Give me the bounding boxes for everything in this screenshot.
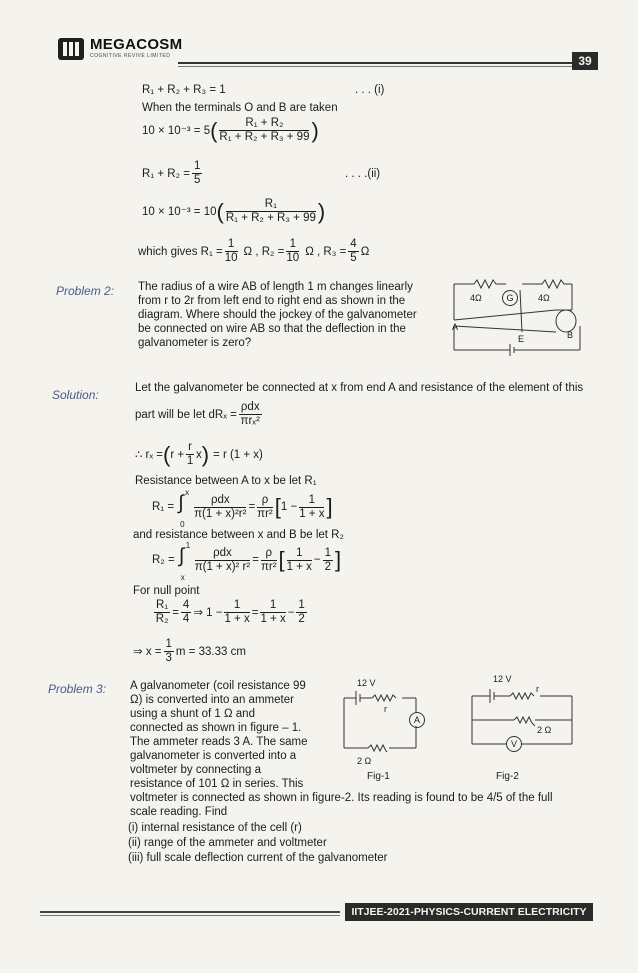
gives-r1-num: 1 — [225, 238, 238, 252]
line2-den: πrₓ² — [240, 415, 260, 427]
eq-2-num: R₁ + R₂ — [219, 117, 309, 131]
fig2-res: 2 Ω — [537, 725, 552, 735]
brand-name: MEGACOSM — [90, 36, 183, 53]
res-a-to-x: Resistance between A to x be let R₁ — [135, 475, 317, 487]
eq-3-lhs: R₁ + R₂ = — [142, 167, 190, 180]
np-num3: 1 — [224, 599, 249, 613]
problem-3-label: Problem 3: — [48, 682, 107, 696]
r2-br-den1: 1 + x — [286, 560, 312, 573]
p3-question-2: (ii) range of the ammeter and voltmeter — [128, 837, 327, 849]
np-frac4 — [260, 599, 285, 626]
r2-eq: R₂ = ∫ 1 x $\frac{\text{ρdx}}{\text{π(1 + x)² r²}}$ = $\frac{\rho}{\text{πr²}}$ [ $\frac{1}{1 + x}$ − $\frac{1}{2}$ ] — [152, 543, 341, 577]
np-num5: 1 — [298, 599, 305, 611]
ammeter-icon: A — [409, 712, 425, 728]
galvanometer-icon: G — [502, 290, 518, 306]
r1-den: π(1 + x)²r² — [194, 507, 247, 520]
res-x-to-b: and resistance between x and B be let R₂ — [133, 529, 344, 541]
p3-question-3: (iii) full scale deflection current of the galvanometer — [128, 852, 388, 864]
r2-num2: ρ — [261, 547, 277, 561]
voltmeter-icon: V — [506, 736, 522, 752]
gives-r3-num: 4 — [350, 238, 357, 250]
terminals-line: When the terminals O and B are taken — [142, 102, 338, 114]
gives-r2-num: 1 — [286, 238, 299, 252]
eq-2: 10 × 10⁻³ = 5 ( $\frac{\text{R₁ + R₂}}{\text{R₁ + R₂ + R₃ + 99}}$ ) — [142, 117, 319, 143]
r2-integral — [177, 541, 191, 582]
gives-r3-frac — [348, 238, 358, 265]
line2-num: ρdx — [240, 401, 260, 413]
footer-rule-thin — [40, 915, 340, 916]
line2-frac — [239, 401, 262, 428]
problem-2-line-5: galvanometer is zero? — [138, 337, 252, 349]
r2-br-minus: − — [313, 554, 321, 566]
r1-br-a: 1 − — [280, 501, 298, 513]
r2-lhs: R₂ = — [152, 554, 175, 566]
eq-3 — [142, 160, 204, 187]
page-number: 39 — [572, 52, 598, 70]
r1-frac2 — [257, 494, 273, 521]
r2-br-num2: 1 — [324, 546, 332, 559]
r1-num2: ρ — [257, 494, 273, 508]
np-eq: = — [172, 606, 179, 619]
r1-br-frac — [299, 494, 324, 521]
problem-2-label: Problem 2: — [56, 284, 115, 298]
r1-int-sign: ∫ — [178, 492, 184, 514]
eq-4-lhs: 10 × 10⁻³ = 10 — [142, 205, 217, 218]
np-den4: 1 + x — [260, 613, 286, 625]
r1-br-num: 1 — [299, 494, 324, 508]
np-eq2: = — [251, 606, 259, 619]
solution-line-2 — [135, 401, 264, 428]
p3-line-3: using a shunt of 1 Ω and — [130, 708, 255, 720]
fig2-volt: 12 V — [493, 674, 512, 684]
np-minus: − — [287, 606, 295, 619]
r1-den2: πr² — [257, 507, 273, 520]
voltmeter-circuit-diagram — [468, 684, 578, 754]
brand-tagline: COGNITIVE REVIVE LIMITED — [90, 53, 171, 59]
fig1-r: r — [384, 704, 387, 714]
fig1-res: 2 Ω — [357, 756, 372, 766]
r2-lim-top: 1 — [185, 541, 191, 550]
np-frac5 — [296, 599, 306, 626]
p3-line-9: voltmeter is connected as shown in figure-2. Its reading is found to be 4/5 of the full — [130, 792, 553, 804]
np-num: R₁ — [156, 599, 169, 611]
eq-4-den: R₁ + R₂ + R₃ + 99 — [225, 212, 316, 224]
problem-2-line-2: from r to 2r from left end to right end as shown in the — [138, 295, 406, 307]
fig-e: E — [518, 334, 525, 344]
np-den: R₂ — [155, 613, 169, 625]
np-num2: 4 — [182, 599, 190, 611]
eq-4-frac — [226, 198, 316, 225]
final-num: 1 — [165, 638, 172, 650]
problem-2-line-1: The radius of a wire AB of length 1 m changes linearly — [138, 281, 413, 293]
r2-den2: πr² — [260, 560, 277, 573]
np-frac2 — [181, 599, 191, 626]
rx-inner-a: r + — [170, 448, 185, 461]
brand-logo-icon — [58, 38, 84, 60]
np-den5: 2 — [298, 613, 305, 625]
fig-r-right: 4Ω — [538, 293, 550, 303]
eq-1: R₁ + R₂ + R₃ = 1 — [142, 84, 226, 96]
problem-2-line-4: be connected on wire AB so that the deflection in the — [138, 323, 406, 335]
eq-3-num: 1 — [193, 160, 201, 172]
solution-line-1: Let the galvanometer be connected at x from end A and resistance of the element of this — [135, 382, 584, 394]
fig-a: A — [452, 322, 459, 332]
problem-2-line-3: diagram. Where should the jockey of the galvanometer — [138, 309, 417, 321]
null-point-eq — [152, 599, 309, 626]
p3-line-4: connected as shown in figure – 1. — [130, 722, 302, 734]
r2-br-frac1 — [287, 547, 312, 574]
eq-2-lhs: 10 × 10⁻³ = 5 — [142, 124, 211, 137]
r2-br-frac2 — [323, 547, 333, 574]
header-rule — [178, 62, 578, 64]
null-point: For null point — [133, 585, 200, 597]
fig1-caption: Fig-1 — [367, 771, 390, 782]
gives-r1-den: 10 — [224, 252, 238, 264]
r2-frac — [195, 547, 251, 574]
gives-r2-prefix: Ω , R₂ = — [243, 245, 285, 258]
eq-3-tag: . . . .(ii) — [345, 168, 381, 180]
footer-rule — [40, 911, 340, 913]
gives-r2-den: 10 — [286, 252, 300, 264]
solution-label: Solution: — [52, 388, 99, 402]
eq-3-frac — [192, 160, 202, 187]
r2-int-sign: ∫ — [178, 545, 185, 567]
r1-br-den: 1 + x — [299, 507, 325, 520]
rx-inner-b: x — [195, 448, 202, 461]
p3-line-1: A galvanometer (coil resistance 99 — [130, 680, 306, 692]
r1-eq-sign: = — [248, 501, 256, 513]
eq-1-tag: . . . (i) — [355, 84, 385, 96]
eq-3-den: 5 — [193, 174, 201, 186]
r1-frac — [194, 494, 246, 521]
r1-num: ρdx — [194, 494, 246, 508]
gives-unit: Ω — [360, 245, 370, 258]
r1-lhs: R₁ = — [152, 501, 175, 513]
final-frac — [164, 638, 174, 665]
gives-r3-den: 5 — [350, 252, 357, 264]
r1-lim-top: x — [185, 488, 190, 497]
fig-b: B — [567, 330, 574, 340]
p3-line-7: voltmeter by connecting a — [130, 764, 262, 776]
fig1-volt: 12 V — [357, 678, 376, 688]
np-den2: 4 — [182, 613, 190, 625]
gives-r2-frac — [286, 238, 299, 265]
line2-prefix: part will be let dRₓ = — [135, 408, 237, 421]
r2-br-num1: 1 — [287, 547, 312, 561]
wire-circuit-diagram — [438, 270, 588, 356]
final-prefix: ⇒ x = — [133, 645, 162, 658]
p3-line-10: scale reading. Find — [130, 806, 228, 818]
r2-den: π(1 + x)² r² — [194, 560, 251, 573]
p3-line-5: The ammeter reads 3 A. The same — [130, 736, 308, 748]
np-frac3 — [224, 599, 249, 626]
p3-question-1: (i) internal resistance of the cell (r) — [128, 822, 302, 834]
r1-integral — [176, 488, 190, 529]
gives-r3-prefix: Ω , R₃ = — [305, 245, 347, 258]
p3-line-6: galvanometer is converted into a — [130, 750, 297, 762]
rx-num: r — [188, 441, 192, 453]
rx-eq: ∴ rₓ = ( r + $\frac{r}{1}$ x ) = r (1 + x) — [135, 441, 263, 467]
r2-eq-sign: = — [252, 554, 259, 566]
final-eq — [133, 638, 246, 665]
gives-line — [138, 238, 369, 265]
np-frac1 — [154, 599, 170, 626]
r2-num: ρdx — [195, 547, 251, 561]
fig2-caption: Fig-2 — [496, 771, 519, 782]
np-arrow: ⇒ 1 − — [193, 606, 223, 619]
eq-2-frac — [219, 117, 309, 144]
p3-line-8: resistance of 101 Ω in series. This — [130, 778, 304, 790]
np-num4: 1 — [260, 599, 285, 613]
rx-suffix: = r (1 + x) — [213, 448, 263, 461]
rx-frac — [186, 441, 194, 468]
rx-prefix: ∴ rₓ = — [135, 448, 164, 461]
rx-den: 1 — [186, 455, 194, 467]
eq-4: 10 × 10⁻³ = 10 ( $\frac{\text{R₁}}{\text{R₁ + R₂ + R₃ + 99}}$ ) — [142, 198, 326, 224]
r2-br-den2: 2 — [324, 560, 332, 573]
final-den: 3 — [165, 652, 172, 664]
header-rule-thin — [178, 66, 578, 67]
fig2-r: r — [536, 684, 539, 694]
fig-r-left: 4Ω — [470, 293, 482, 303]
r2-frac2 — [261, 547, 277, 574]
r1-lim-bot: 0 — [180, 520, 185, 529]
final-suffix: m = 33.33 cm — [175, 645, 246, 658]
r2-lim-bot: x — [180, 573, 185, 582]
eq-2-den: R₁ + R₂ + R₃ + 99 — [219, 131, 310, 143]
np-den3: 1 + x — [224, 613, 250, 625]
footer-title: IITJEE-2021-PHYSICS-CURRENT ELECTRICITY — [345, 903, 593, 921]
gives-r1-frac — [225, 238, 238, 265]
eq-4-num: R₁ — [226, 198, 316, 212]
gives-prefix: which gives R₁ = — [138, 245, 223, 258]
r1-eq: R₁ = ∫ x 0 $\frac{\text{ρdx}}{\text{π(1 + x)²r²}}$ = $\frac{\rho}{\text{πr²}}$ [ 1 − $\frac{1}{1 + x}$ ] — [152, 490, 333, 524]
p3-line-2: Ω) is converted into an ammeter — [130, 694, 294, 706]
